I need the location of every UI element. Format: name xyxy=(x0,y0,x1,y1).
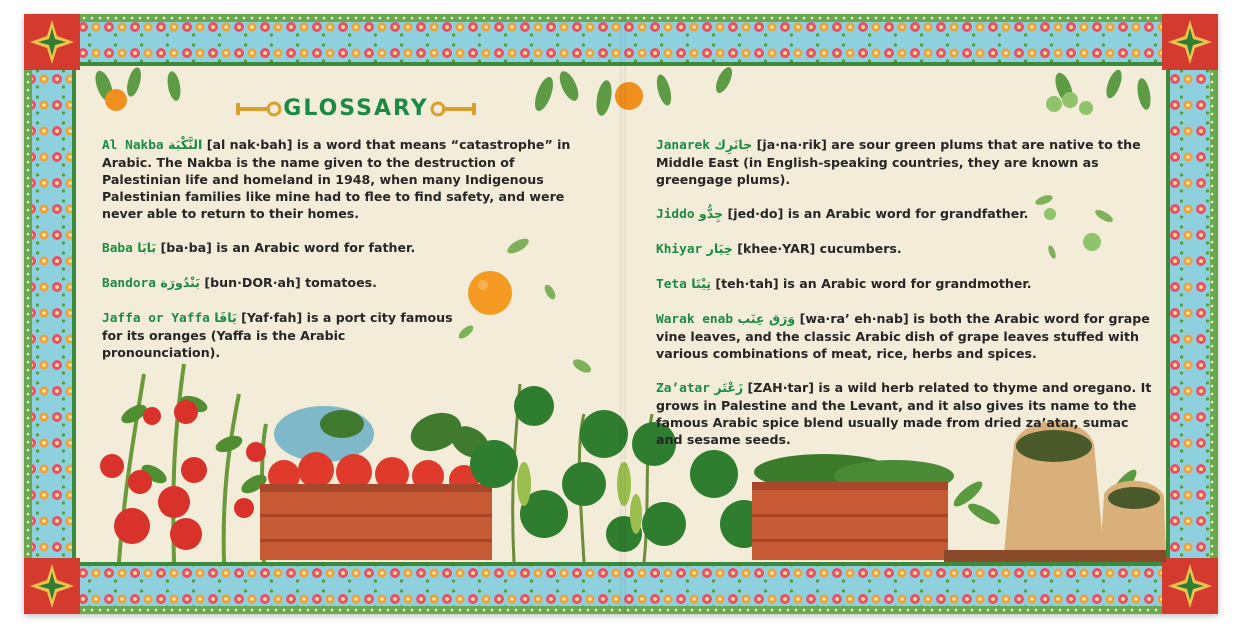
tomato-crate xyxy=(260,406,494,560)
glossary-entry-khiyar xyxy=(656,240,1152,258)
glossary-term: Bandora xyxy=(102,276,156,291)
glossary-term: Za’atar xyxy=(656,381,710,396)
glossary-definition: [ZAH·tar] is a wild herb related to thyme and oregano. It grows in Palestine and the Levant, and it also gives its name to the famous Arabic spice blend usually made from dried za’atar, sumac and sesame seeds. xyxy=(656,380,1152,447)
glossary-arabic: جانَرِك xyxy=(714,137,753,152)
glossary-arabic: النَّكْبَة xyxy=(168,137,203,152)
glossary-entry-bandora xyxy=(102,274,596,292)
glossary-column-right xyxy=(656,136,1152,465)
glossary-entry-jiddo xyxy=(656,205,1152,223)
glossary-term: Al Nakba xyxy=(102,138,164,153)
book-gutter xyxy=(620,14,626,614)
glossary-term: Janarek xyxy=(656,138,710,153)
page-title: GLOSSARY xyxy=(283,96,429,121)
cucumber-crate xyxy=(752,454,954,560)
glossary-definition: [al nak·bah] is a word that means “catastrophe” in Arabic. The Nakba is the name given to the destruction of Palestinian life and homeland in 1948, when many Indigenous Palestinian families like mine had to flee to find safety, and were never able to return to their homes. xyxy=(102,137,571,221)
glossary-definition: [Yaf·fah] is a port city famous for its oranges (Yaffa is the Arabic pronounciation). xyxy=(102,310,453,360)
glossary-definition: [ba·ba] is an Arabic word for father. xyxy=(160,240,416,255)
key-ornament-right-icon xyxy=(430,100,478,118)
glossary-term: Baba xyxy=(102,241,133,256)
glossary-arabic: زَعْتَر xyxy=(714,380,744,395)
glossary-arabic: جِدُّو xyxy=(698,206,724,221)
glossary-definition: [ja·na·rik] are sour green plums that are native to the Middle East (in English-speaking countries, they are known as greengage plums). xyxy=(656,137,1141,187)
glossary-entry-jaffa xyxy=(102,309,462,361)
glossary-term: Warak enab xyxy=(656,312,734,327)
glossary-entry-teta xyxy=(656,275,1152,293)
glossary-entry-zaatar xyxy=(656,379,1152,448)
glossary-definition: [jed·do] is an Arabic word for grandfather. xyxy=(727,206,1029,221)
glossary-definition: [teh·tah] is an Arabic word for grandmother. xyxy=(715,276,1032,291)
glossary-entry-baba xyxy=(102,239,596,257)
glossary-arabic: بَنْدُورَة xyxy=(160,275,200,290)
glossary-entry-janarek xyxy=(656,136,1152,188)
glossary-entry-al-nakba xyxy=(102,136,596,222)
glossary-term: Jiddo xyxy=(656,207,695,222)
book-spread xyxy=(24,14,1218,614)
glossary-definition: [bun·DOR·ah] tomatoes. xyxy=(204,275,377,290)
glossary-heading xyxy=(234,94,474,126)
glossary-term: Teta xyxy=(656,277,687,292)
glossary-definition: [wa·ra’ eh·nab] is both the Arabic word for grape vine leaves, and the classic Arabic dish of grape leaves stuffed with various combinations of meat, rice, herbs and spices. xyxy=(656,311,1150,361)
tomato-plants xyxy=(100,364,270,562)
glossary-arabic: وَرَق عِنَب xyxy=(737,311,796,326)
glossary-term: Jaffa or Yaffa xyxy=(102,311,210,326)
key-ornament-left-icon xyxy=(234,100,282,118)
glossary-arabic: تِيْتَا xyxy=(691,276,711,291)
glossary-definition: [khee·YAR] cucumbers. xyxy=(737,241,902,256)
glossary-term: Khiyar xyxy=(656,242,703,257)
glossary-arabic: بَابَا xyxy=(137,240,157,255)
glossary-arabic: خِيَار xyxy=(706,241,733,256)
glossary-arabic: يَافَا xyxy=(214,310,237,325)
glossary-column-left xyxy=(102,136,596,378)
glossary-entry-warak-enab xyxy=(656,310,1152,362)
